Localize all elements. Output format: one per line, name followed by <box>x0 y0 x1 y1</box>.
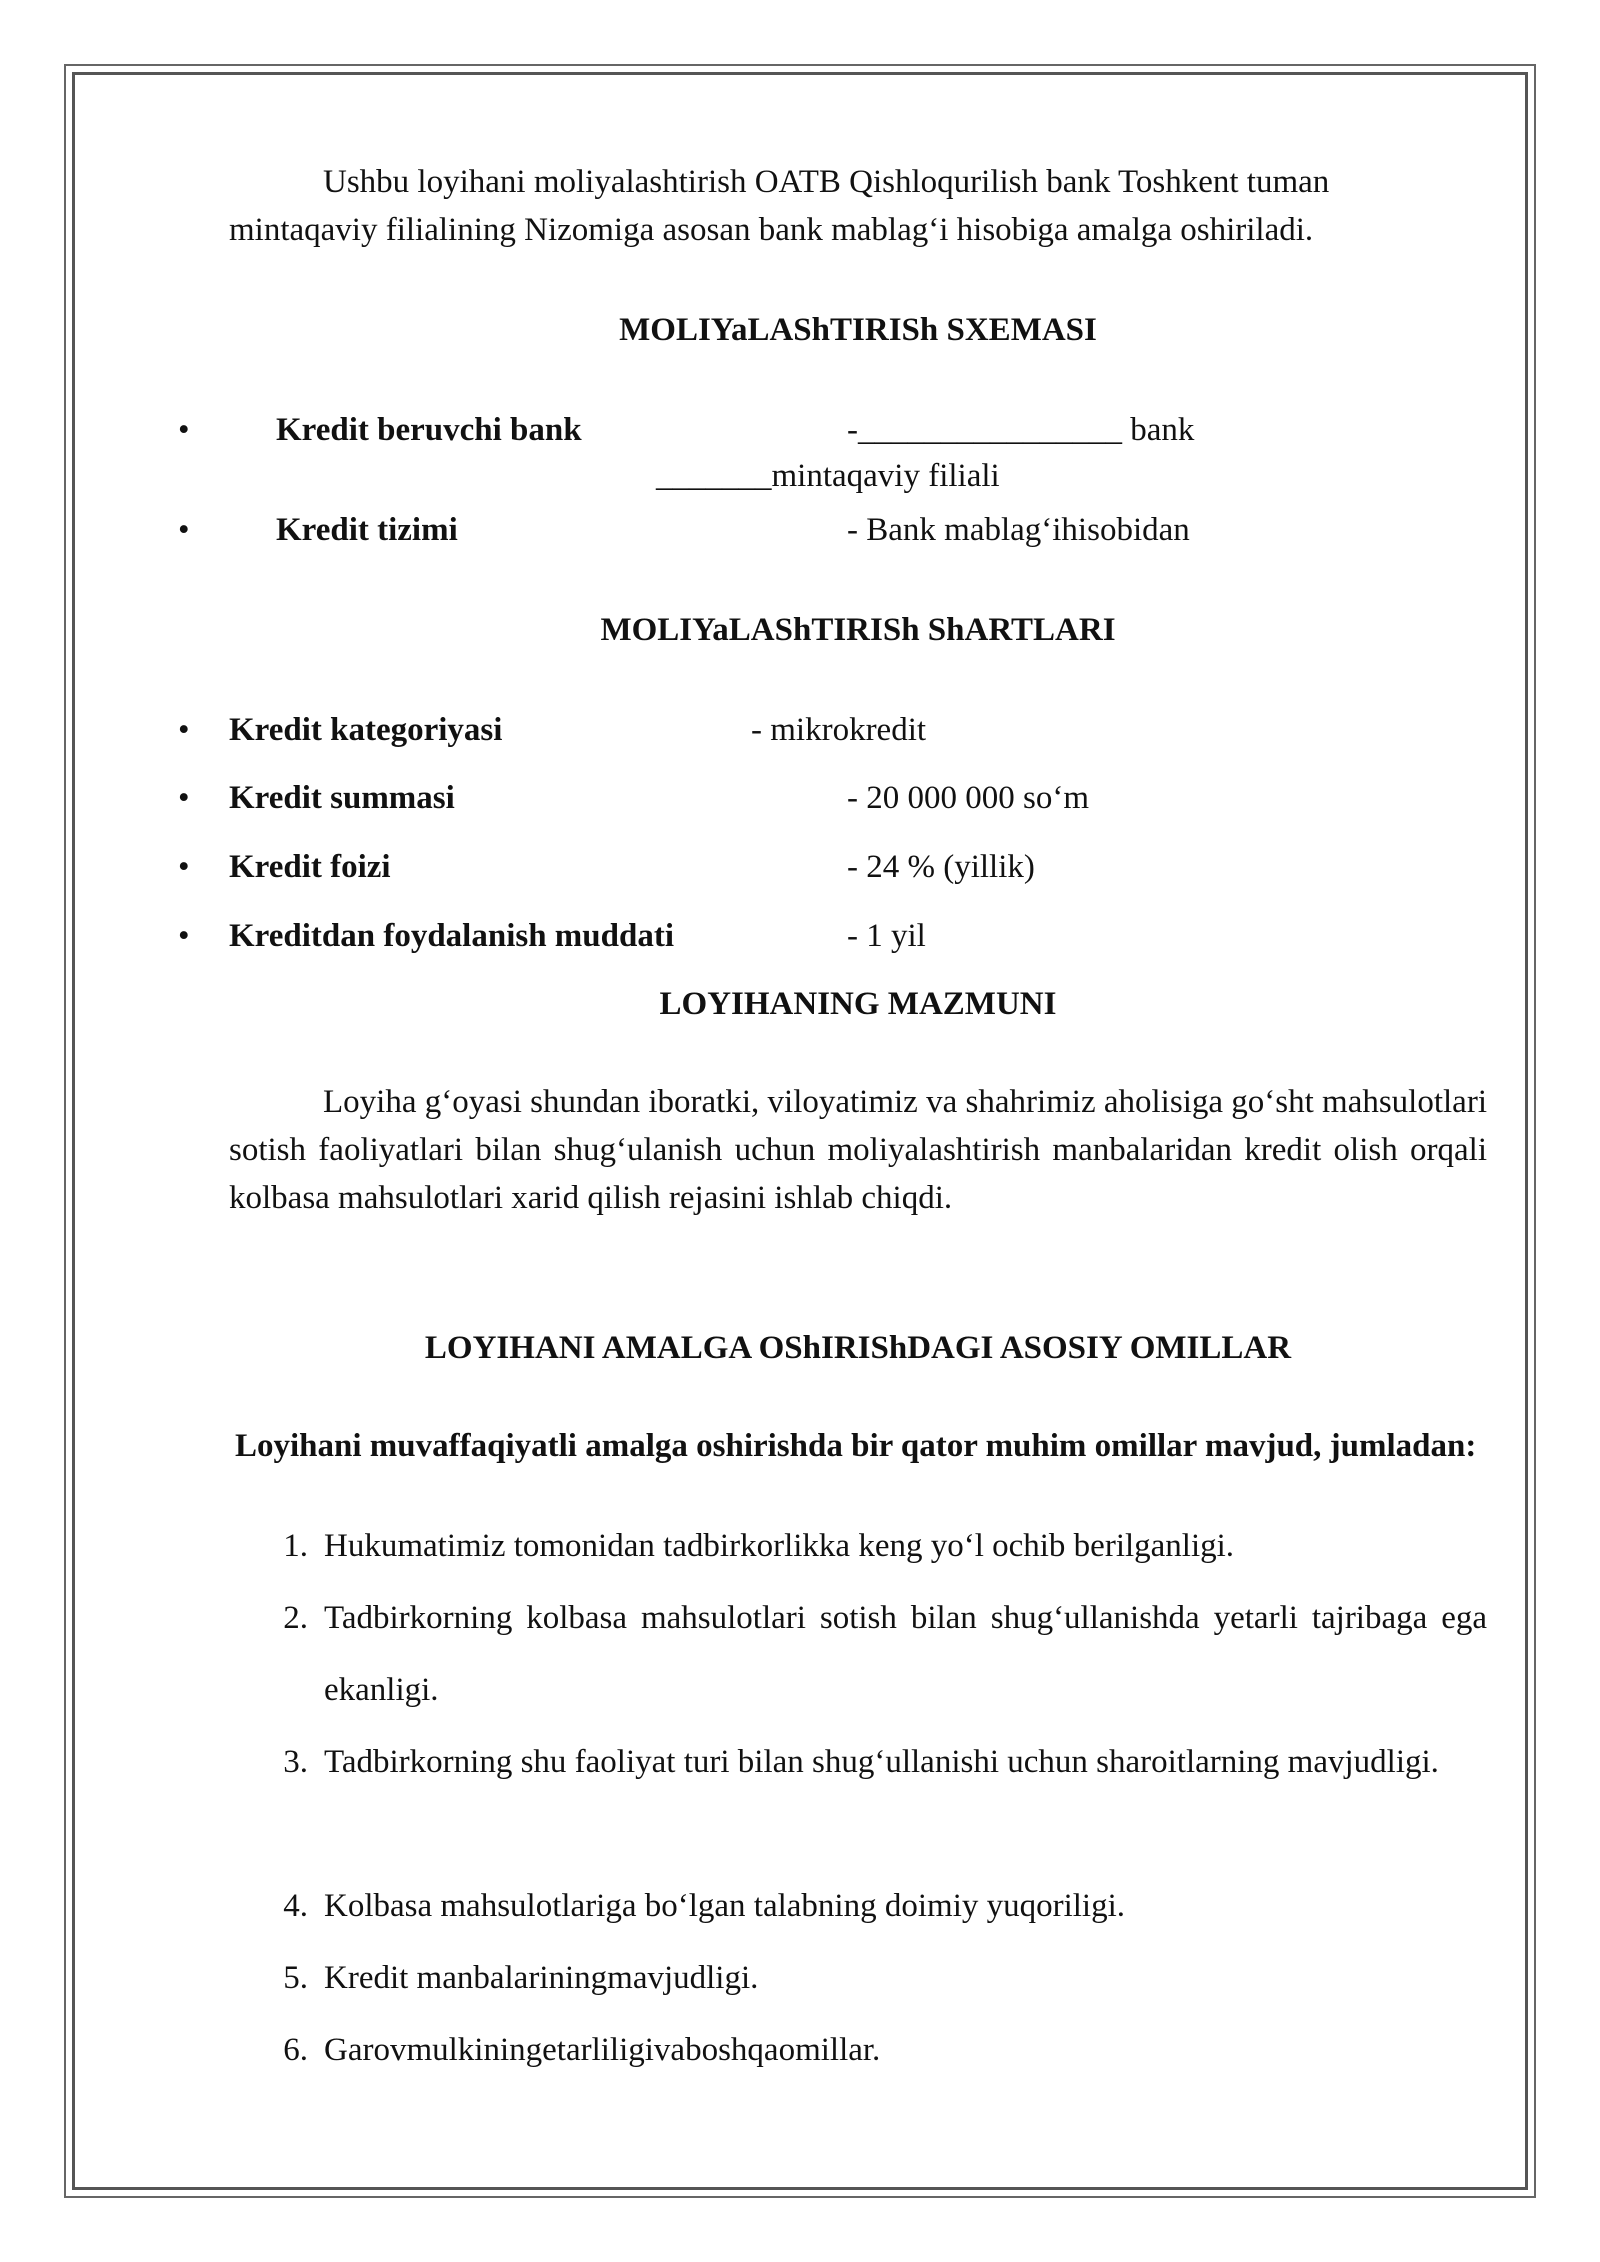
terms-value-term: - 1 yil <box>847 918 926 954</box>
list-number: 1. <box>283 1528 308 1564</box>
factors-lead: Loyihani muvaffaqiyatli amalga oshirishda bir qator muhim omillar mavjud, jumladan: <box>235 1428 1477 1464</box>
scheme-row1-value: -________________ bank <box>847 412 1195 448</box>
bullet-icon: • <box>178 712 190 748</box>
list-item: Tadbirkorning kolbasa mahsulotlari sotish bilan shug‘ullanishda yetarli tajribaga ega ekanligi. <box>324 1600 1487 1708</box>
bullet-icon: • <box>178 849 190 885</box>
factors-heading: LOYIHANI AMALGA OShIRIShDAGI ASOSIY OMILLAR <box>424 1330 1292 1366</box>
terms-value-category: - mikrokredit <box>751 712 927 748</box>
list-number: 2. <box>283 1600 308 1636</box>
terms-heading: MOLIYaLAShTIRISh ShARTLARI <box>600 612 1116 648</box>
content-heading: LOYIHANING MAZMUNI <box>659 986 1057 1022</box>
list-item: Kredit manbalariningmavjudligi. <box>324 1960 759 1996</box>
list-number: 4. <box>283 1888 308 1924</box>
terms-label-term: Kreditdan foydalanish muddati <box>229 918 675 954</box>
list-number: 5. <box>283 1960 308 1996</box>
terms-label-rate: Kredit foizi <box>229 849 391 885</box>
bullet-icon: • <box>178 780 190 816</box>
bullet-icon: • <box>178 512 190 548</box>
list-number: 6. <box>283 2032 308 2068</box>
terms-label-category: Kredit kategoriyasi <box>229 712 503 748</box>
scheme-heading: MOLIYaLAShTIRISh SXEMASI <box>619 312 1097 348</box>
list-number: 3. <box>283 1744 308 1780</box>
intro-line-1: Ushbu loyihani moliyalashtirish OATB Qishloqurilish bank Toshkent tuman <box>323 164 1330 200</box>
list-item: Tadbirkorning shu faoliyat turi bilan shug‘ullanishi uchun sharoitlarning mavjudligi. <box>324 1744 1439 1780</box>
bullet-icon: • <box>178 412 190 448</box>
list-item: Kolbasa mahsulotlariga bo‘lgan talabning doimiy yuqoriligi. <box>324 1888 1126 1924</box>
list-item: Hukumatimiz tomonidan tadbirkorlikka keng yo‘l ochib berilganligi. <box>324 1528 1235 1564</box>
list-item: Garovmulkiningetarliligivaboshqaomillar. <box>324 2032 881 2068</box>
intro-line-2: mintaqaviy filialining Nizomiga asosan bank mablag‘i hisobiga amalga oshiriladi. <box>229 212 1314 248</box>
scheme-row1-label: Kredit beruvchi bank <box>276 412 582 448</box>
content-paragraph: Loyiha g‘oyasi shundan iboratki, viloyatimiz va shahrimiz aholisiga go‘sht mahsulotlari sotish faoliyatlari bilan shug‘ulanish uchun moliyalashtirish manbalaridan kredit olish orqali kolbasa mahsulotlari xarid qilish rejasini ishlab chiqdi. <box>229 1084 1487 1216</box>
scheme-row2-label: Kredit tizimi <box>276 512 458 548</box>
terms-value-amount: - 20 000 000 so‘m <box>847 780 1089 816</box>
terms-label-amount: Kredit summasi <box>229 780 455 816</box>
scheme-row1-value2: _______mintaqaviy filiali <box>656 458 1000 494</box>
terms-value-rate: - 24 % (yillik) <box>847 849 1035 885</box>
bullet-icon: • <box>178 918 190 954</box>
scheme-row2-value: - Bank mablag‘ihisobidan <box>847 512 1190 548</box>
